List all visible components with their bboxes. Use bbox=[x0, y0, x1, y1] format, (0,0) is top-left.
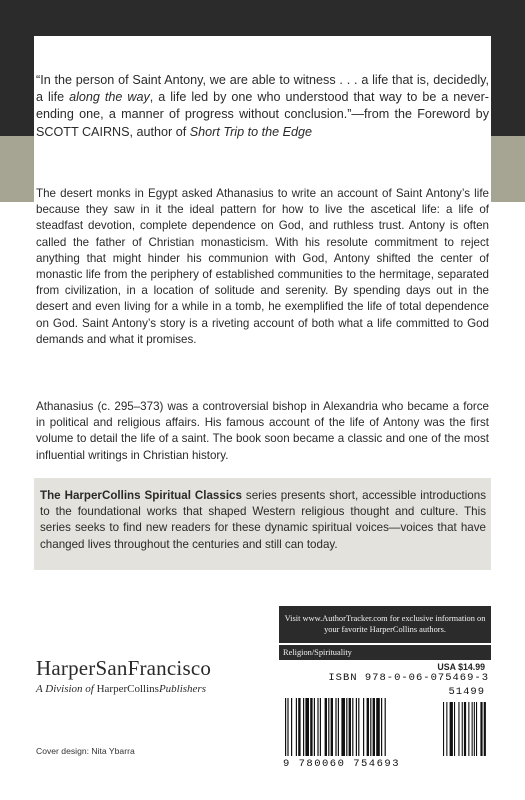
division-name: HarperCollins bbox=[96, 683, 159, 695]
publisher-name: HarperSanFrancisco bbox=[36, 656, 212, 680]
division-suffix: Publishers bbox=[158, 683, 206, 695]
category-label: Religion/Spirituality bbox=[279, 645, 491, 660]
series-box bbox=[34, 478, 491, 570]
quote-italic-2: Short Trip to the Edge bbox=[189, 124, 313, 139]
series-description bbox=[40, 488, 486, 553]
barcode-icon bbox=[283, 698, 489, 756]
barcode-area bbox=[279, 606, 491, 776]
foreword-quote bbox=[36, 72, 489, 141]
division-prefix: A Division of bbox=[36, 683, 97, 695]
addon-digits: 51499 bbox=[448, 686, 485, 698]
price-label: USA $14.99 bbox=[437, 662, 485, 672]
quote-text-1: “In the person of Saint Antony, we are able to witness . . . a life that is, decidedly, a life bbox=[36, 73, 489, 105]
publisher-logo bbox=[36, 656, 211, 695]
series-text: series presents short, accessible introductions to the foundational works that shaped Western religious thought and culture. This series seeks to find new readers for these dynamic spiritual voices—voices that have changed lives throughout the centuries and still can today. bbox=[40, 489, 486, 551]
quote-italic-1: along the way bbox=[69, 90, 150, 105]
author-bio: Athanasius (c. 295–373) was a controversial bishop in Alexandria who became a force in political and religious affairs. His famous account of the life of Antony was the first volume to detail the life of a saint. The book soon became a classic and one of the most influential writings in Christian history. bbox=[36, 400, 489, 462]
quote-text-2: , a life led by one who understood that way to be a never-ending one, a manner of progress without conclusion.”—from the Foreword by SCOTT CAIRNS, author of bbox=[36, 90, 489, 139]
series-name: The HarperCollins Spiritual Classics bbox=[40, 489, 242, 502]
ean-digits: 9 780060 754693 bbox=[283, 758, 401, 770]
cover-credit: Cover design: Nita Ybarra bbox=[36, 746, 135, 756]
author-tracker-banner: Visit www.AuthorTracker.com for exclusive information on your favorite HarperCollins authors. bbox=[279, 606, 491, 643]
isbn-label: ISBN 978-0-06-075469-3 bbox=[328, 672, 489, 684]
book-description: The desert monks in Egypt asked Athanasius to write an account of Saint Antony’s life because they saw in it the ideal pattern for how to live the ascetical life: a life of steadfast devotion, complete dependence on God, and ruthless trust. Antony is often called the father of Christian monasticism. With his resolute commitment to reject anything that might hinder his communion with God, Antony shifted the center of monastic life from the periphery of established communities to the hermitage, separated from civilization, in a location of solitude and serenity. By spending days out in the desert and even living for a while in a tomb, he exemplified the life of total dependence on God. Saint Antony’s story is a riveting account of both what a life committed to God demands and what it promises. bbox=[36, 187, 489, 346]
publisher-division bbox=[36, 683, 211, 695]
